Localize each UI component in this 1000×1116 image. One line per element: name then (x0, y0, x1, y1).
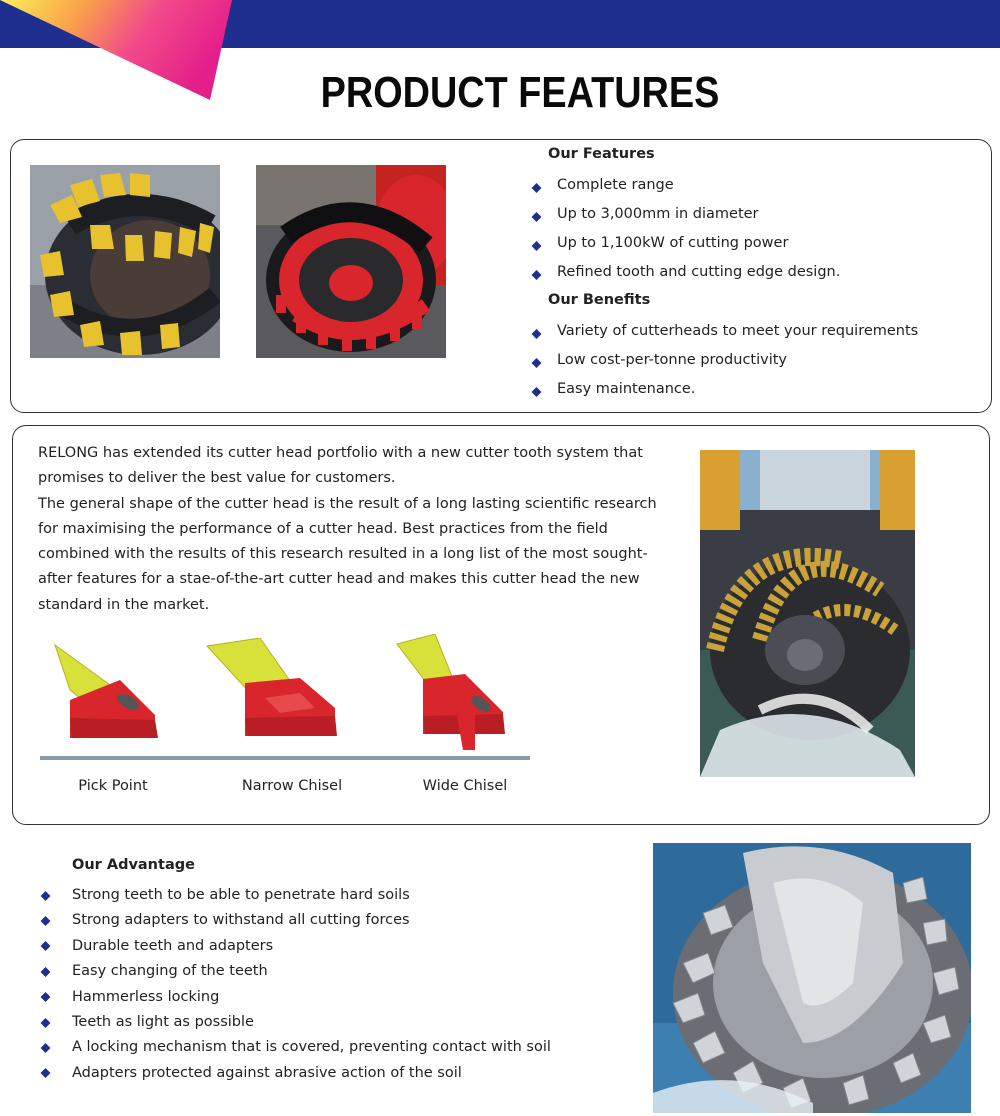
features-heading: Our Features (548, 146, 655, 162)
list-item: Teeth as light as possible (72, 1010, 551, 1035)
list-item: Low cost-per-tonne productivity (557, 348, 918, 377)
bullet-diamond-icon (41, 916, 51, 926)
cutter-head-photo-red (256, 165, 446, 358)
list-item: Easy maintenance. (557, 377, 918, 406)
tooth-label-narrow-chisel: Narrow Chisel (241, 778, 343, 794)
teeth-baseline-divider (40, 756, 530, 760)
description-paragraph: The general shape of the cutter head is the result of a long lasting scientific research for maximising the performance of a cutter head. Best practices from the field combined with the results of this research resulted in a long list of the most sought-after features for a stae-of-the-art cutter head and makes this cutter head the new standard in the market. (38, 495, 657, 613)
cutter-head-photo-yellow-teeth (30, 165, 220, 358)
list-item: Refined tooth and cutting edge design. (557, 260, 840, 289)
list-item: Strong teeth to be able to penetrate hard soils (72, 883, 551, 908)
bullet-diamond-icon (41, 942, 51, 952)
dredger-cutter-photo (700, 450, 915, 777)
description-text (38, 441, 658, 618)
advantage-heading: Our Advantage (72, 857, 195, 873)
list-item: Adapters protected against abrasive action of the soil (72, 1061, 551, 1086)
bullet-diamond-icon (41, 1043, 51, 1053)
bullet-diamond-icon (41, 992, 51, 1002)
tooth-label-wide-chisel: Wide Chisel (422, 778, 508, 794)
pick-point-tooth-illustration (50, 640, 165, 745)
description-paragraph: RELONG has extended its cutter head portfolio with a new cutter tooth system that promises to deliver the best value for customers. (38, 445, 643, 487)
list-item: Hammerless locking (72, 985, 551, 1010)
list-item: Up to 1,100kW of cutting power (557, 231, 840, 260)
list-item: Up to 3,000mm in diameter (557, 202, 840, 231)
wide-chisel-tooth-illustration (395, 634, 510, 752)
bullet-diamond-icon (41, 1068, 51, 1078)
bullet-diamond-icon (41, 967, 51, 977)
benefits-heading: Our Benefits (548, 292, 651, 308)
list-item: Variety of cutterheads to meet your requirements (557, 319, 918, 348)
features-list (557, 173, 840, 289)
advantage-list (72, 883, 551, 1086)
list-item: A locking mechanism that is covered, preventing contact with soil (72, 1035, 551, 1060)
bullet-diamond-icon (41, 1018, 51, 1028)
silver-cutter-head-photo (653, 843, 971, 1113)
list-item: Strong adapters to withstand all cutting forces (72, 908, 551, 933)
benefits-list (557, 319, 918, 406)
tooth-label-pick-point: Pick Point (78, 778, 148, 794)
page-title: PRODUCT FEATURES (320, 68, 720, 117)
bullet-diamond-icon (41, 891, 51, 901)
list-item: Easy changing of the teeth (72, 959, 551, 984)
narrow-chisel-tooth-illustration (205, 638, 340, 743)
list-item: Durable teeth and adapters (72, 934, 551, 959)
list-item: Complete range (557, 173, 840, 202)
